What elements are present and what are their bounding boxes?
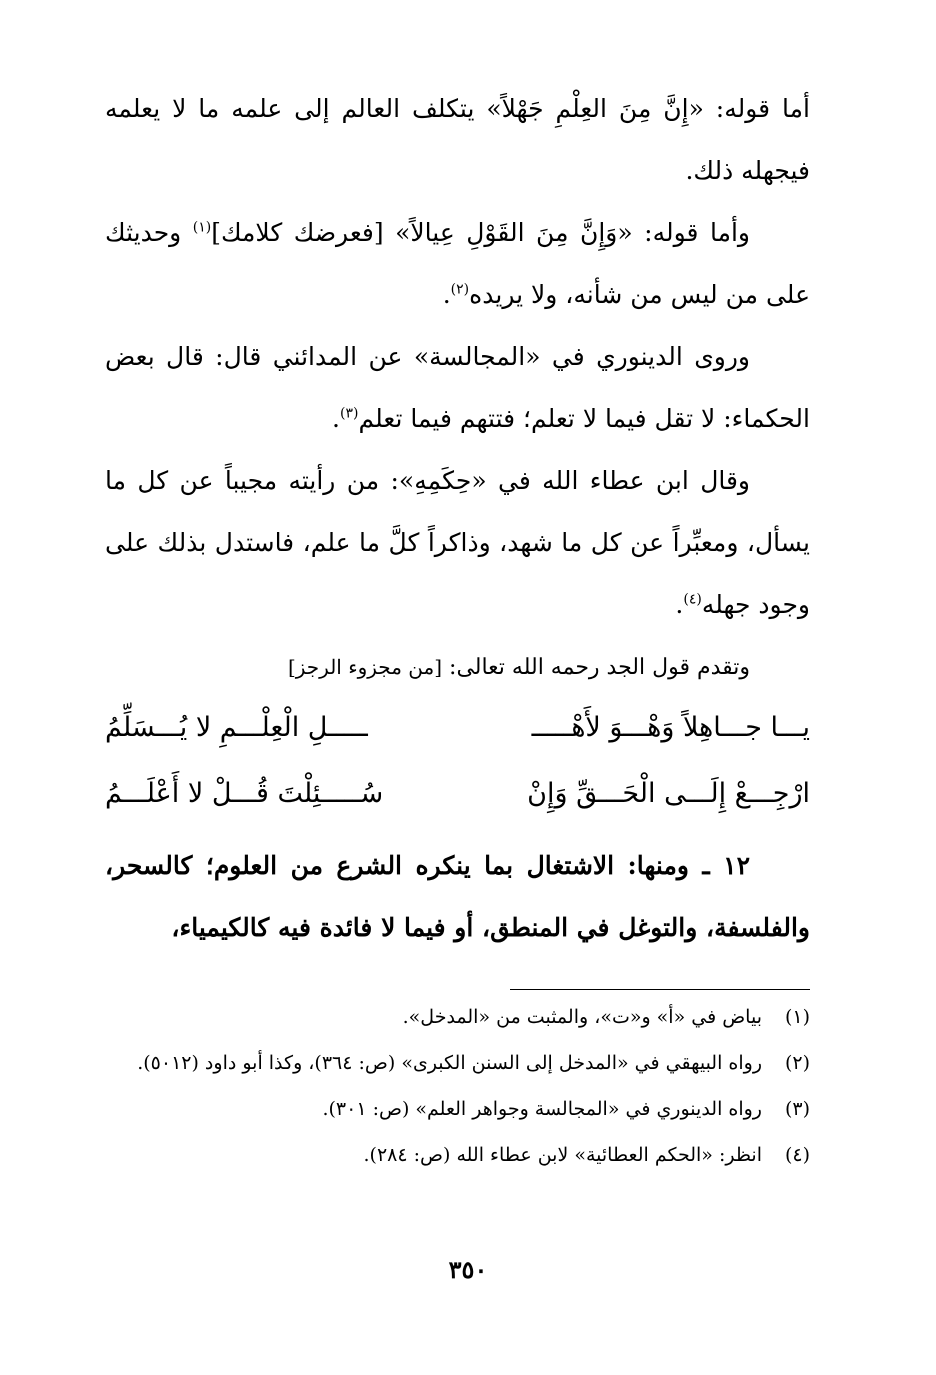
- paragraph-1: أما قوله: «إِنَّ مِنَ العِلْمِ جَهْلاً» يتكلف العالم إلى علمه ما لا يعلمه فيجهله ذلك.: [105, 94, 810, 185]
- page-body: [105, 78, 810, 1174]
- footnote-ref-2: (٢): [450, 281, 470, 298]
- section-heading-12: ١٢ ـ ومنها: الاشتغال بما ينكره الشرع من العلوم؛ كالسحر، والفلسفة، والتوغل في المنطق، أو فيما لا فائدة فيه كالكيمياء،: [105, 851, 810, 942]
- verse-1-second-hemistich: ـــــلِ الْعِلْـــمِ لا يُـــسَلِّمُ: [105, 712, 368, 743]
- verse-2: [105, 763, 810, 825]
- verse-1-first-hemistich: يـــا جـــاهِلاً وَهْـــوَ لأَهْـــــ: [531, 712, 810, 743]
- footnote-separator: [510, 989, 810, 990]
- verse-2-first-hemistich: ارْجِـــعْ إِلَـــى الْحَـــقِّ وَإِنْ: [527, 778, 810, 809]
- footnote-2: [105, 1044, 810, 1082]
- verse-1: [105, 697, 810, 759]
- verse-2-second-hemistich: سُـــــئِلْتَ قُـــلْ لا أَعْلَـــمُ: [105, 778, 384, 809]
- footnote-ref-3: (٣): [340, 405, 359, 422]
- poem-intro-text: وتقدم قول الجد رحمه الله تعالى:: [449, 655, 750, 680]
- footnote-3: [105, 1090, 810, 1128]
- footnote-4-text: انظر: «الحكم العطائية» لابن عطاء الله (ص: ٢٨٤).: [363, 1144, 762, 1166]
- footnote-3-number: (٣): [784, 1098, 810, 1120]
- footnote-1-number: (١): [784, 1006, 810, 1028]
- paragraph-2: وأما قوله: «وَإِنَّ مِنَ القَوْلِ عِيالاً» [فعرضك كلامك]$^{(١)}$ وحديثك على من ليس من شأنه، ولا يريده$^{(٢)}$.: [105, 218, 810, 309]
- footnote-2-text: رواه البيهقي في «المدخل إلى السنن الكبرى» (ص: ٣٦٤)، وكذا أبو داود (٥٠١٢).: [137, 1052, 762, 1074]
- footnote-4-number: (٤): [784, 1144, 810, 1166]
- footnote-3-text: رواه الدينوري في «المجالسة وجواهر العلم» (ص: ٣٠١).: [322, 1098, 762, 1120]
- footnote-1: [105, 998, 810, 1036]
- footnote-ref-1: (١): [192, 219, 212, 236]
- footnote-ref-4: (٤): [683, 591, 702, 608]
- poem-intro: [105, 642, 810, 693]
- footnote-1-text: بياض في «أ» و«ت»، والمثبت من «المدخل».: [402, 1006, 762, 1028]
- footnote-2-number: (٢): [784, 1052, 810, 1074]
- poem-meter: [من مجزوء الرجز]: [287, 655, 443, 679]
- paragraph-4: وقال ابن عطاء الله في «حِكَمِهِ»: من رأيته مجيباً عن كل ما يسأل، ومعبِّراً عن كل ما شهد، وذاكراً كلَّ ما علم، فاستدل بذلك على وجود جهله$^{(٤)}$.: [105, 466, 810, 619]
- footnote-4: [105, 1136, 810, 1174]
- page-number: ٣٥٠: [448, 1255, 488, 1284]
- paragraph-3: وروى الدينوري في «المجالسة» عن المدائني قال: قال بعض الحكماء: لا تقل فيما لا تعلم؛ فتتهم فيما تعلم$^{(٣)}$.: [105, 342, 810, 433]
